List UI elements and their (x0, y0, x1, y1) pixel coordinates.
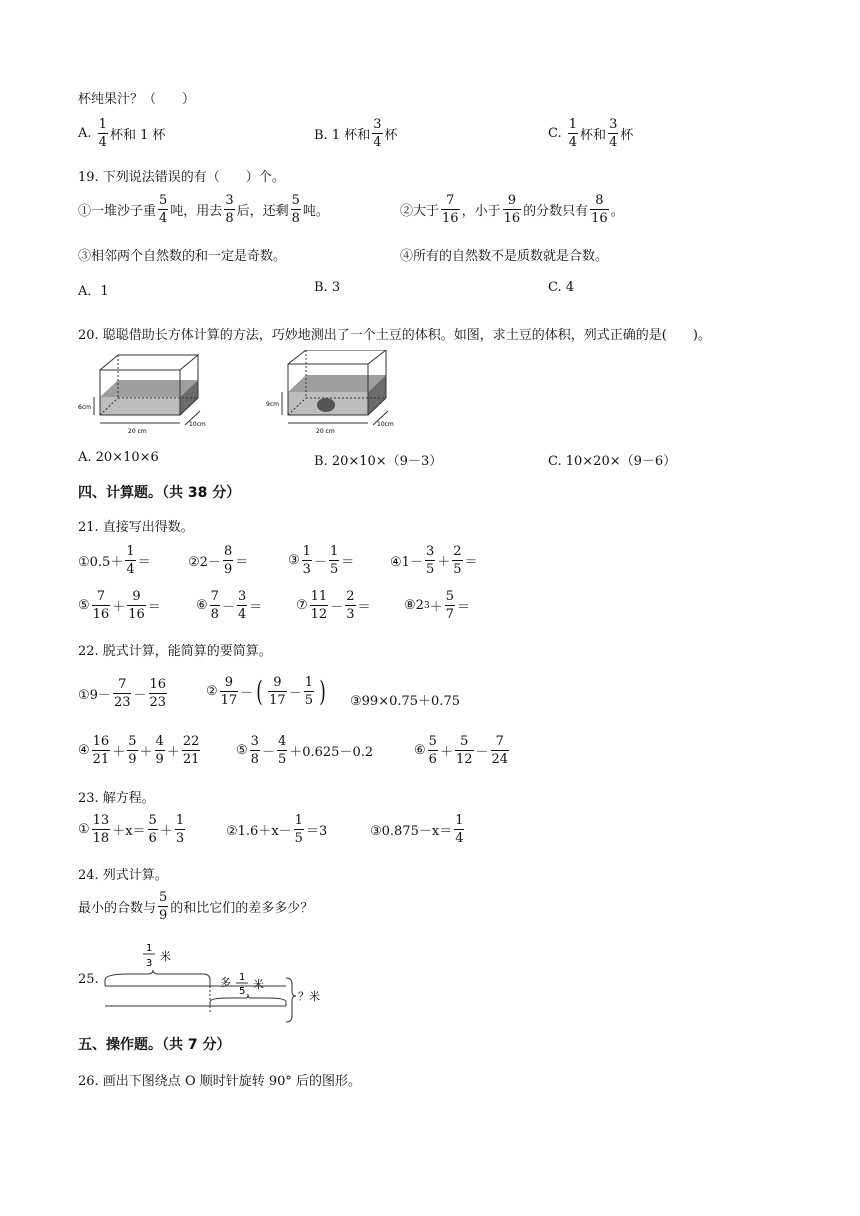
q21-item-1: ①0.5＋ $\frac{1}{4}$ ＝ (78, 544, 151, 577)
q22-item-4: ④ $\frac{16}{21}$ ＋ $\frac{5}{9}$ ＋ $\frac{4}{9}$ ＋ $\frac{22}{21}$ (78, 734, 200, 767)
svg-text:多: 多 (220, 976, 231, 989)
q20-option-a: A. 20×10×6 (78, 450, 159, 465)
q21-item-7: ⑦ $\frac{11}{12}$ － $\frac{2}{3}$ ＝ (296, 589, 371, 622)
fraction: $\frac{1}{4}$ (568, 117, 578, 150)
q22-stem: 22. 脱式计算，能简算的要简算。 (78, 644, 272, 659)
q22-item-5: ⑤ $\frac{3}{8}$ － $\frac{4}{5}$ ＋0.625－0.2 (236, 734, 374, 767)
q20-option-c: C. 10×20×（9－6） (548, 454, 677, 469)
q19-option-b: B. 3 (314, 280, 341, 295)
potato (317, 398, 335, 412)
q18-tail: 杯纯果汁？（ ） (78, 92, 196, 107)
q22-item-3: ③99×0.75＋0.75 (350, 694, 460, 709)
height-label: 6cm (78, 404, 91, 411)
q24-question: 最小的合数与 $\frac{5}{9}$ 的和比它们的差多多少？ (78, 890, 314, 923)
q23-stem: 23. 解方程。 (78, 791, 155, 806)
q22-item-6: ⑥ $\frac{5}{6}$ ＋ $\frac{5}{12}$ － $\frac{7}{24}$ (414, 734, 509, 767)
q23-item-1: ① $\frac{13}{18}$ ＋x＝ $\frac{5}{6}$ ＋ $\frac{1}{3}$ (78, 813, 185, 846)
q21-item-3: ③ $\frac{1}{3}$ － $\frac{1}{5}$ ＝ (288, 544, 355, 577)
q18-option-a: A. $\frac{1}{4}$ 杯和 1 杯 (78, 117, 166, 150)
height-label: 9cm (266, 401, 279, 408)
q19-statement-2: ②大于 $\frac{7}{16}$ ，小于 $\frac{9}{16}$ 的分数只有 $\frac{8}{16}$ 。 (400, 193, 624, 226)
depth-label: 10cm (189, 421, 206, 428)
width-label: 20 cm (316, 428, 335, 435)
svg-text:1: 1 (239, 972, 246, 983)
q18-option-c: C. $\frac{1}{4}$ 杯和 $\frac{3}{4}$ 杯 (548, 117, 634, 150)
svg-text:1: 1 (146, 943, 153, 954)
cuboid-figure-1 (78, 350, 208, 440)
q23-item-2: ②1.6＋x－ $\frac{1}{5}$ ＝3 (226, 813, 328, 846)
svg-text:3: 3 (146, 958, 153, 969)
q24-stem: 24. 列式计算。 (78, 868, 168, 883)
q21-item-8: ⑧2 3 ＋ $\frac{5}{7}$ ＝ (404, 589, 470, 622)
fraction: $\frac{1}{4}$ (98, 117, 107, 150)
q19-option-c: C. 4 (548, 280, 575, 295)
q18-option-b: B. 1 杯和 $\frac{3}{4}$ 杯 (314, 117, 398, 150)
q21-item-5: ⑤ $\frac{7}{16}$ ＋ $\frac{9}{16}$ ＝ (78, 589, 161, 622)
svg-text:？米: ？米 (298, 990, 320, 1003)
q22-item-2: ② $\frac{9}{17}$ － ( $\frac{9}{17}$ － $\frac{1}{5}$ ) (206, 674, 326, 708)
q23-item-3: ③0.875－x＝ $\frac{1}{4}$ (370, 813, 464, 846)
section-5-heading: 五、操作题。（共 7 分） (78, 1037, 231, 1053)
svg-text:米: 米 (253, 978, 264, 991)
svg-text:米: 米 (160, 950, 171, 963)
q19-option-a: A．1 (78, 284, 109, 299)
svg-text:5: 5 (239, 986, 246, 997)
depth-label: 10cm (377, 421, 394, 428)
q19-stem: 19. 下列说法错误的有（ ）个。 (78, 170, 285, 185)
q25-line-diagram (98, 938, 338, 1024)
q20-stem: 20. 聪聪借助长方体计算的方法，巧妙地测出了一个土豆的体积。如图，求土豆的体积，列式正确的是( )。 (78, 328, 711, 343)
q25-number: 25. (78, 972, 99, 987)
fraction: $\frac{3}{4}$ (373, 117, 382, 150)
q20-option-b: B. 20×10×（9－3） (314, 454, 443, 469)
q21-item-4: ④1－ $\frac{3}{5}$ ＋ $\frac{2}{5}$ ＝ (390, 544, 478, 577)
q21-item-6: ⑥ $\frac{7}{8}$ － $\frac{3}{4}$ ＝ (196, 589, 263, 622)
water-front (100, 397, 180, 415)
q22-item-1: ①9－ $\frac{7}{23}$ － $\frac{16}{23}$ (78, 677, 167, 710)
q19-statement-1: ①一堆沙子重 $\frac{5}{4}$ 吨，用去 $\frac{3}{8}$ 后，还剩 $\frac{5}{8}$ 吨。 (78, 193, 329, 226)
q21-item-2: ②2－ $\frac{8}{9}$ ＝ (188, 544, 249, 577)
cuboid-figure-2 (266, 350, 396, 440)
width-label: 20 cm (128, 428, 147, 435)
q19-statement-4: ④所有的自然数不是质数就是合数。 (400, 249, 609, 264)
fraction: $\frac{3}{4}$ (609, 117, 618, 150)
q21-stem: 21. 直接写出得数。 (78, 520, 194, 535)
q19-statement-3: ③相邻两个自然数的和一定是奇数。 (78, 249, 287, 264)
q26-stem: 26. 画出下图绕点 O 顺时针旋转 90° 后的图形。 (78, 1074, 362, 1089)
section-4-heading: 四、计算题。（共 38 分） (78, 485, 241, 501)
